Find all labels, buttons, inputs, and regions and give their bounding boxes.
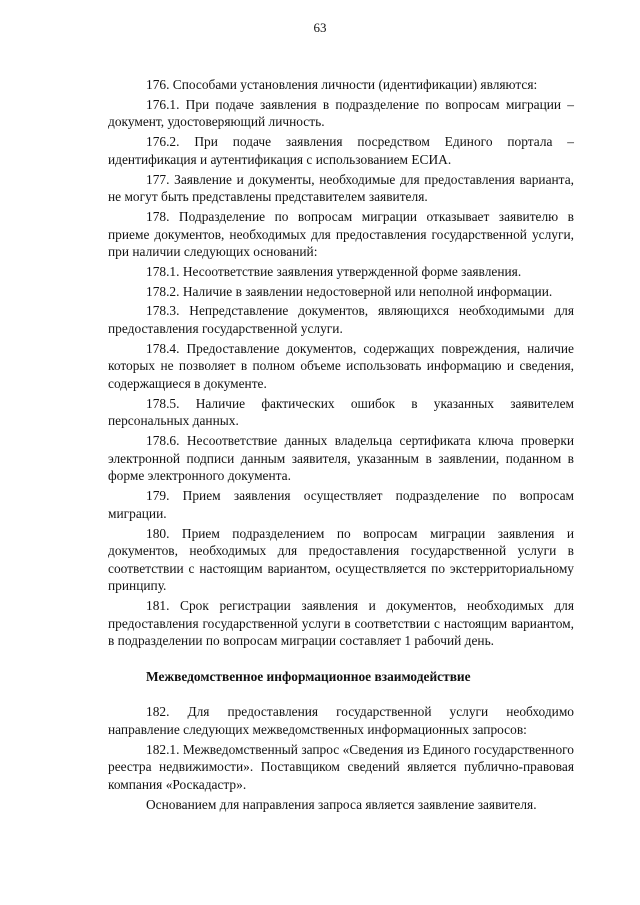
paragraph-180: 180. Прием подразделением по вопросам миграции заявления и документов, необходимых для предоставления государственной услуги в соответствии с настоящим вариантом, осуществляется по экстерриториальному принципу.: [108, 525, 574, 594]
paragraph-178-4: 178.4. Предоставление документов, содержащих повреждения, наличие которых не позволяет в полном объеме использовать информацию и сведения, содержащиеся в документе.: [108, 340, 574, 391]
paragraph-178-5: 178.5. Наличие фактических ошибок в указанных заявителем персональных данных.: [108, 395, 574, 429]
page-number: 63: [313, 20, 327, 35]
document-body: [108, 76, 574, 816]
paragraph-176-1: 176.1. При подаче заявления в подразделение по вопросам миграции – документ, удостоверяющий личность.: [108, 96, 574, 130]
paragraph-178-3: 178.3. Непредставление документов, являющихся необходимыми для предоставления государственной услуги.: [108, 303, 574, 337]
paragraph-177: 177. Заявление и документы, необходимые для предоставления варианта, не могут быть представлены представителем заявителя.: [108, 171, 574, 205]
paragraph-182: 182. Для предоставления государственной услуги необходимо направление следующих межведомственных информационных запросов:: [108, 704, 574, 738]
paragraph-176-2: 176.2. При подаче заявления посредством Единого портала – идентификация и аутентификация с использованием ЕСИА.: [108, 134, 574, 167]
paragraph-178-2: 178.2. Наличие в заявлении недостоверной или неполной информации.: [146, 283, 553, 299]
section-heading: Межведомственное информационное взаимодействие: [146, 668, 471, 684]
paragraph-182-1: 182.1. Межведомственный запрос «Сведения из Единого государственного реестра недвижимости». Поставщиком сведений является публично-правовая компания «Роскадастр».: [108, 741, 574, 792]
paragraph-178-6: 178.6. Несоответствие данных владельца сертификата ключа проверки электронной подписи данным заявителя, указанным в заявлении, поданном в форме электронного документа.: [108, 433, 574, 484]
paragraph-request-basis: Основанием для направления запроса является заявление заявителя.: [146, 796, 537, 812]
paragraph-178-1: 178.1. Несоответствие заявления утвержденной форме заявления.: [146, 263, 522, 279]
paragraph-181: 181. Срок регистрации заявления и документов, необходимых для предоставления государственной услуги в соответствии с настоящим вариантом, в подразделении по вопросам миграции составляет 1 рабочий день.: [108, 598, 574, 649]
paragraph-178: 178. Подразделение по вопросам миграции отказывает заявителю в приеме документов, необходимых для предоставления государственной услуги, при наличии следующих оснований:: [108, 208, 574, 260]
paragraph-176: 176. Способами установления личности (идентификации) являются:: [146, 77, 538, 92]
paragraph-179: 179. Прием заявления осуществляет подразделение по вопросам миграции.: [108, 488, 574, 521]
